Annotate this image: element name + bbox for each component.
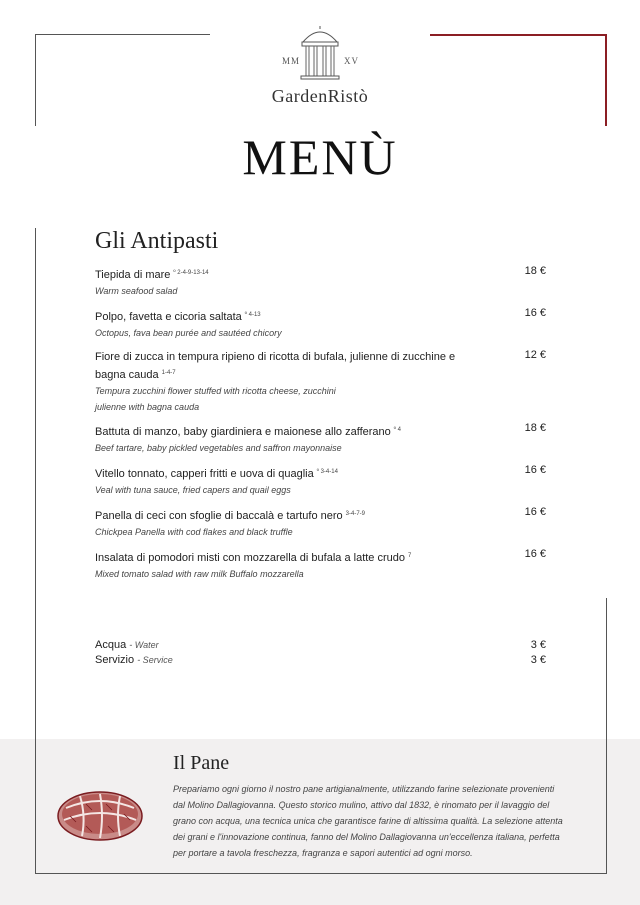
dish-item [95,464,550,498]
dish-translation: Octopus, fava bean purée and sautéed chicory [95,328,282,338]
section-title-pane: Il Pane [173,752,230,774]
allergen-codes: 7 [408,553,412,559]
roman-left: MM [282,56,301,66]
dish-item [95,422,550,456]
extra-price: 3 € [530,639,546,651]
dish-name: Vitello tonnato, capperi fritti e uova di quaglia [95,468,314,480]
temple-icon [300,24,340,80]
dish-price: 16 € [524,548,546,560]
dish-price: 16 € [524,506,546,518]
frame-right-footer [606,739,607,874]
frame-top-right [430,34,607,36]
dish-name: Panella di ceci con sfoglie di baccalà e tartufo nero [95,510,343,522]
menu-title: MENÙ [242,129,398,185]
dish-item [95,265,550,299]
extra-item-service [95,654,550,666]
frame-left-top [35,34,36,126]
dish-price: 18 € [524,265,546,277]
dish-item [95,548,550,582]
allergen-codes: 1-4-7 [161,370,176,376]
bread-icon [56,786,144,842]
frame-left-footer [35,739,36,874]
dish-price: 18 € [524,422,546,434]
dish-translation: Warm seafood salad [95,286,178,296]
roman-right: XV [344,56,359,66]
frame-right-top [605,34,607,126]
dish-name: Tiepida di mare [95,269,171,281]
extra-item-water [95,639,550,651]
dish-translation: Veal with tuna sauce, fried capers and quail eggs [95,485,291,495]
dish-price: 16 € [524,307,546,319]
dish-name: Battuta di manzo, baby giardiniera e maionese allo zafferano [95,426,391,438]
extra-name: Acqua [95,639,127,651]
dish-translation: Chickpea Panella with cod flakes and black truffle [95,527,293,537]
dish-price: 12 € [524,349,546,361]
dish-translation: Tempura zucchini flower stuffed with ricotta cheese, zucchini julienne with bagna cauda [95,386,336,412]
dish-name: Insalata di pomodori misti con mozzarella di bufala a latte crudo [95,552,405,564]
section-title-antipasti: Gli Antipasti [95,228,219,254]
brand-name: GardenRistò [271,86,369,106]
extra-name: Servizio [95,654,135,666]
allergen-codes: º 2-4-9-13-14 [173,270,209,276]
extra-translation: - Service [137,655,173,665]
extra-translation: - Water [129,640,159,650]
dish-name: Fiore di zucca in tempura ripieno di ricotta di bufala, julienne di zucchine e bagna cauda [95,351,456,381]
dish-price: 16 € [524,464,546,476]
dish-translation: Beef tartare, baby pickled vegetables and saffron mayonnaise [95,443,342,453]
frame-top-left [35,34,210,35]
extra-price: 3 € [530,654,546,666]
dish-item [95,349,550,415]
dish-item [95,307,550,341]
pane-description: Prepariamo ogni giorno il nostro pane artigianalmente, utilizzando farine selezionate provenienti dal Molino Dallagiovanna. Questo storico mulino, attivo dal 1832, è rinomato per il lavaggio del grano con acqua, una tecnica unica che garantisce farine di altissima qualità. La selezione attenta dei grani e l'innovazione continua, fanno del Molino Dallagiovanna un'eccellenza italiana, perfetta per portare a tavola freschezza, fragranza e sapori autentici ad ogni morso. [173,784,563,858]
frame-bottom-footer [35,873,607,874]
dish-translation: Mixed tomato salad with raw milk Buffalo mozzarella [95,569,304,579]
allergen-codes: 3-4-7-9 [345,511,365,517]
dish-name: Polpo, favetta e cicoria saltata [95,311,242,323]
dish-item [95,506,550,540]
allergen-codes: º 3-4-14 [316,469,338,475]
allergen-codes: º 4 [393,427,401,433]
allergen-codes: º 4-13 [244,312,261,318]
